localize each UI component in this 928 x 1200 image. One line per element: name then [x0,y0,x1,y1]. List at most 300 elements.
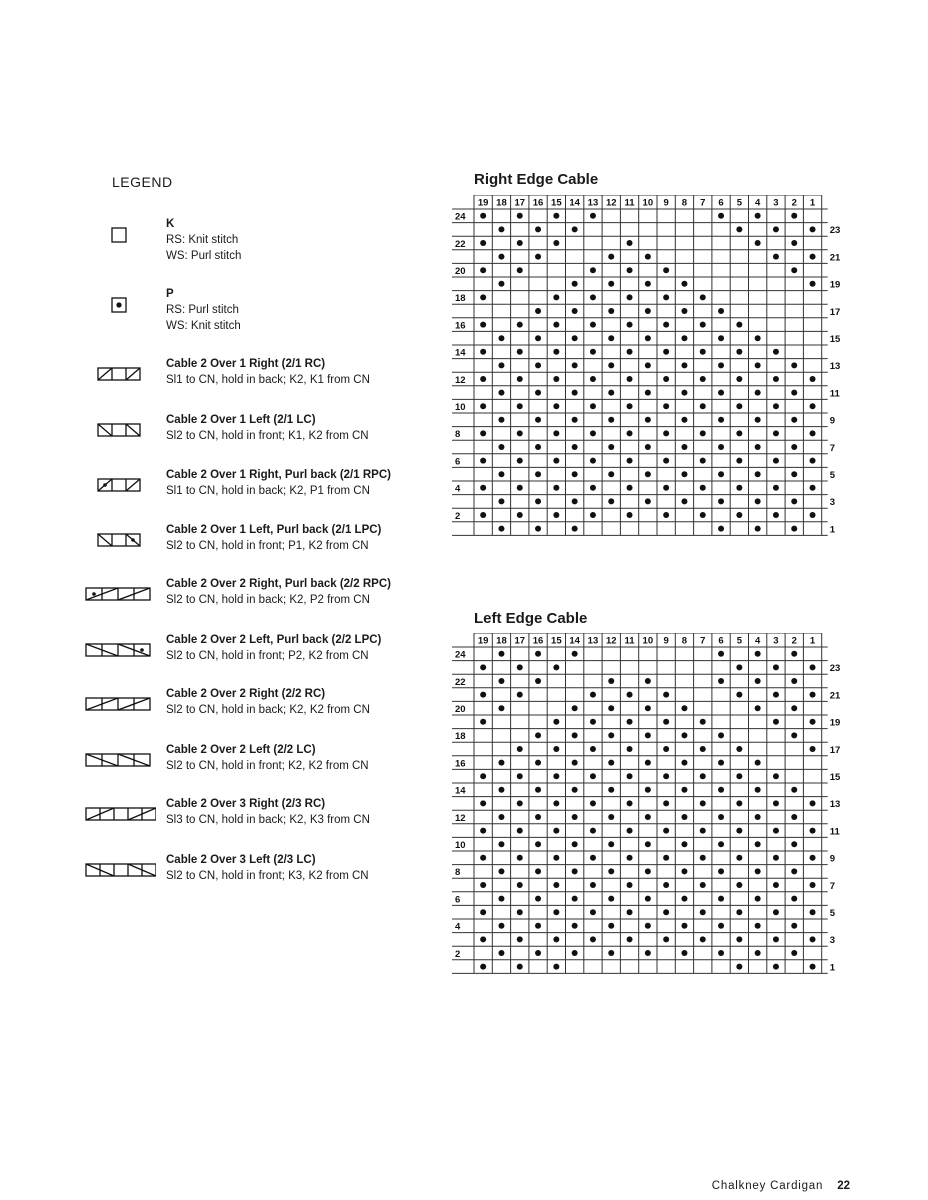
purl-stitch [681,923,687,929]
purl-stitch [736,800,742,806]
legend-item-name: Cable 2 Over 1 Left, Purl back (2/1 LPC) [166,524,382,536]
purl-stitch [791,814,797,820]
legend-item-name: P [166,288,174,300]
purl-stitch [608,254,614,260]
row-number-left: 8 [455,867,461,879]
purl-stitch [755,678,761,684]
row-number-left: 24 [455,211,466,223]
purl-stitch [663,485,669,491]
purl-stitch [810,909,816,915]
purl-stitch [535,678,541,684]
purl-stitch [700,322,706,328]
purl-stitch [718,896,724,902]
legend-item-description: Sl2 to CN, hold in front; P1, K2 from CN [166,540,369,552]
purl-stitch [608,281,614,287]
legend-item-name: Cable 2 Over 3 Right (2/3 RC) [166,798,326,810]
column-number: 13 [587,635,599,647]
row-number-left: 10 [455,840,466,851]
purl-stitch [535,841,541,847]
purl-stitch [810,376,816,382]
purl-stitch [681,896,687,902]
purl-stitch [773,719,779,725]
purl-stitch [627,322,633,328]
purl-stitch [645,417,651,423]
purl-stitch [773,254,779,260]
purl-stitch [498,390,504,396]
purl-stitch [535,498,541,504]
purl-stitch [736,964,742,970]
purl-stitch [608,308,614,314]
row-number-right: 11 [829,388,840,400]
purl-stitch [535,651,541,657]
purl-stitch [590,485,596,491]
column-number: 2 [791,635,797,647]
chart-title-right-edge: Right Edge Cable [474,171,599,188]
purl-stitch [663,800,669,806]
column-number: 6 [718,635,724,647]
purl-stitch [755,651,761,657]
purl-stitch [718,526,724,532]
column-number: 12 [605,197,617,209]
purl-stitch [517,240,523,246]
purl-stitch [480,664,486,670]
purl-stitch [590,855,596,861]
purl-stitch [572,950,578,956]
purl-stitch [736,485,742,491]
purl-stitch [773,458,779,464]
purl-stitch [681,868,687,874]
legend-title: LEGEND [112,174,173,190]
row-number-right: 1 [829,962,835,974]
purl-stitch [645,787,651,793]
purl-stitch [498,896,504,902]
purl-stitch [535,950,541,956]
purl-stitch [572,868,578,874]
purl-stitch [755,335,761,341]
row-number-right: 23 [829,225,841,237]
legend-item-description: Sl1 to CN, hold in back; K2, K1 from CN [166,374,370,386]
column-number: 13 [587,197,599,209]
purl-stitch [553,773,559,779]
purl-stitch [681,362,687,368]
purl-stitch [553,909,559,915]
purl-stitch [791,267,797,273]
purl-stitch [645,705,651,711]
purl-stitch [517,403,523,409]
purl-stitch [700,403,706,409]
purl-stitch [608,950,614,956]
purl-stitch [645,254,651,260]
purl-stitch [736,746,742,752]
purl-stitch [480,213,486,219]
column-number: 11 [624,197,635,209]
purl-stitch [517,376,523,382]
legend-item-description: Sl2 to CN, hold in front; K1, K2 from CN [166,430,369,442]
purl-stitch [718,678,724,684]
purl-stitch [681,471,687,477]
column-number: 11 [624,635,635,647]
purl-stitch [718,471,724,477]
purl-stitch [608,787,614,793]
row-number-right: 3 [829,935,835,947]
purl-stitch [572,498,578,504]
purl-stitch [663,882,669,888]
right-edge-cable-chart [452,195,852,555]
purl-stitch [498,498,504,504]
purl-stitch [590,719,596,725]
legend-item-name: Cable 2 Over 2 Left, Purl back (2/2 LPC) [166,634,382,646]
purl-stitch [572,226,578,232]
row-number-left: 12 [455,374,466,386]
purl-stitch [810,936,816,942]
purl-stitch [773,226,779,232]
purl-stitch [480,719,486,725]
column-number: 19 [477,635,489,647]
purl-stitch [553,719,559,725]
row-number-left: 4 [455,921,461,933]
purl-stitch [718,444,724,450]
purl-stitch [553,936,559,942]
purl-stitch [810,664,816,670]
purl-stitch [608,868,614,874]
purl-stitch [681,760,687,766]
purl-stitch [553,349,559,355]
purl-stitch [645,868,651,874]
purl-stitch [718,760,724,766]
row-number-right: 3 [829,497,835,509]
purl-stitch [480,773,486,779]
row-number-left: 2 [455,510,461,522]
purl-stitch [681,787,687,793]
purl-stitch [590,828,596,834]
purl-stitch [498,705,504,711]
purl-stitch [718,923,724,929]
purl-stitch [791,787,797,793]
purl-stitch [755,390,761,396]
purl-stitch [736,936,742,942]
purl-stitch [736,403,742,409]
purl-stitch [700,828,706,834]
purl-stitch [663,267,669,273]
purl-stitch [517,855,523,861]
purl-stitch [681,390,687,396]
row-number-left: 4 [455,483,461,495]
column-number: 14 [569,635,580,647]
row-number-right: 21 [829,690,841,702]
purl-stitch [608,732,614,738]
purl-stitch [572,417,578,423]
purl-stitch [480,692,486,698]
legend-item-name: Cable 2 Over 1 Right (2/1 RC) [166,358,326,370]
purl-stitch [810,458,816,464]
purl-stitch [773,512,779,518]
purl-stitch [791,240,797,246]
row-number-right: 17 [829,744,841,756]
purl-stitch [645,335,651,341]
purl-stitch [498,254,504,260]
purl-stitch [645,896,651,902]
column-number: 5 [736,197,742,209]
purl-stitch [755,362,761,368]
column-number: 9 [663,635,669,647]
purl-stitch [608,335,614,341]
purl-stitch [535,760,541,766]
purl-stitch [700,719,706,725]
purl-stitch [810,226,816,232]
column-number: 8 [681,635,688,647]
column-number: 18 [496,635,507,647]
purl-stitch [590,458,596,464]
purl-stitch [498,526,504,532]
purl-stitch [480,855,486,861]
purl-stitch [736,909,742,915]
purl-stitch [608,390,614,396]
purl-stitch [681,308,687,314]
purl-stitch [773,909,779,915]
purl-stitch [627,240,633,246]
purl-stitch [535,814,541,820]
legend-item-name: Cable 2 Over 3 Left (2/3 LC) [166,854,316,866]
purl-stitch [791,213,797,219]
purl-stitch [681,705,687,711]
purl-stitch [791,362,797,368]
legend-symbol-icon [84,852,156,892]
purl-stitch [553,376,559,382]
column-number: 1 [809,197,816,209]
purl-stitch [718,868,724,874]
purl-stitch [590,294,596,300]
purl-stitch [718,732,724,738]
purl-stitch [791,841,797,847]
row-number-left: 18 [455,293,466,305]
row-number-right: 7 [829,442,835,454]
purl-stitch [480,240,486,246]
purl-stitch [627,403,633,409]
purl-stitch [608,444,614,450]
purl-stitch [480,403,486,409]
purl-stitch [517,664,523,670]
purl-stitch [572,526,578,532]
purl-stitch [498,444,504,450]
purl-stitch [773,855,779,861]
purl-stitch [535,526,541,532]
purl-stitch [718,787,724,793]
purl-stitch [590,909,596,915]
purl-stitch [681,732,687,738]
purl-stitch [700,349,706,355]
legend-symbol-icon [84,286,156,326]
purl-stitch [791,868,797,874]
purl-stitch [718,417,724,423]
purl-stitch [700,855,706,861]
purl-stitch [718,390,724,396]
purl-stitch [553,882,559,888]
purl-stitch [627,909,633,915]
purl-stitch [608,362,614,368]
purl-stitch [535,254,541,260]
page-footer [712,1180,850,1192]
purl-stitch [773,403,779,409]
purl-stitch [645,814,651,820]
column-number: 1 [809,635,816,647]
purl-stitch [791,896,797,902]
row-number-left: 8 [455,429,461,441]
row-number-right: 5 [829,908,835,919]
purl-stitch [572,923,578,929]
legend-item-description: Sl2 to CN, hold in back; K2, P2 from CN [166,594,370,606]
legend-item-description: Sl2 to CN, hold in front; P2, K2 from CN [166,650,369,662]
purl-stitch [736,828,742,834]
column-number: 15 [551,197,562,209]
row-number-left: 24 [455,649,466,661]
purl-stitch [718,308,724,314]
purl-stitch [810,828,816,834]
purl-stitch [645,498,651,504]
row-number-right: 11 [829,826,840,838]
purl-stitch [480,828,486,834]
purl-stitch [663,403,669,409]
purl-stitch [645,950,651,956]
purl-stitch [663,458,669,464]
purl-stitch [663,430,669,436]
purl-stitch [663,773,669,779]
purl-stitch [627,800,633,806]
row-number-right: 17 [829,306,841,318]
purl-stitch [736,692,742,698]
purl-stitch [736,226,742,232]
column-number: 15 [551,635,562,647]
legend-symbol-icon [84,216,156,256]
purl-stitch [700,746,706,752]
purl-stitch [590,746,596,752]
purl-stitch [480,936,486,942]
purl-stitch [535,390,541,396]
column-number: 3 [773,635,779,647]
row-number-left: 14 [455,347,466,359]
purl-stitch [627,855,633,861]
purl-stitch [700,512,706,518]
purl-stitch [773,349,779,355]
purl-stitch [755,444,761,450]
purl-stitch [517,692,523,698]
row-number-left: 22 [455,676,466,688]
purl-stitch [590,267,596,273]
purl-stitch [718,950,724,956]
purl-stitch [590,322,596,328]
purl-stitch [645,444,651,450]
purl-stitch [498,678,504,684]
purl-stitch [755,841,761,847]
purl-stitch [718,213,724,219]
row-number-left: 20 [455,704,466,715]
purl-stitch [755,896,761,902]
purl-stitch [736,430,742,436]
purl-stitch [535,417,541,423]
column-number: 18 [496,197,507,209]
purl-stitch [736,349,742,355]
purl-stitch [700,458,706,464]
purl-stitch [480,882,486,888]
row-number-left: 6 [455,456,461,468]
purl-stitch [755,213,761,219]
purl-stitch [773,936,779,942]
purl-stitch [517,485,523,491]
purl-stitch [572,281,578,287]
purl-stitch [498,787,504,793]
purl-stitch [498,868,504,874]
purl-stitch [517,213,523,219]
column-number: 17 [514,635,526,647]
legend-item-description: WS: Purl stitch [166,250,242,262]
purl-stitch [498,471,504,477]
purl-stitch [791,471,797,477]
legend-symbol-icon [84,576,156,616]
purl-stitch [535,308,541,314]
row-number-right: 13 [829,361,841,373]
chart-title-left-edge: Left Edge Cable [474,610,588,627]
row-number-left: 16 [455,320,466,332]
purl-stitch [498,651,504,657]
purl-stitch [572,841,578,847]
legend-item-name: Cable 2 Over 2 Right, Purl back (2/2 RPC) [166,578,391,590]
purl-stitch [718,841,724,847]
purl-stitch [572,760,578,766]
purl-stitch [791,444,797,450]
purl-stitch [627,773,633,779]
purl-stitch [553,213,559,219]
purl-stitch [627,692,633,698]
row-number-right: 7 [829,880,835,892]
purl-stitch [736,855,742,861]
purl-stitch [627,936,633,942]
row-number-left: 18 [455,731,466,743]
purl-stitch [553,828,559,834]
legend-item-name: Cable 2 Over 2 Left (2/2 LC) [166,744,316,756]
purl-stitch [608,678,614,684]
purl-stitch [700,800,706,806]
purl-stitch [480,512,486,518]
purl-stitch [572,814,578,820]
purl-stitch [645,732,651,738]
purl-stitch [517,882,523,888]
purl-stitch [700,485,706,491]
purl-stitch [645,281,651,287]
purl-stitch [773,773,779,779]
purl-stitch [810,855,816,861]
purl-stitch [645,390,651,396]
purl-stitch [590,376,596,382]
purl-stitch [810,692,816,698]
purl-stitch [627,485,633,491]
purl-stitch [810,800,816,806]
legend-symbol-icon [84,686,156,726]
purl-stitch [535,226,541,232]
purl-stitch [517,512,523,518]
purl-stitch [517,828,523,834]
purl-stitch [572,896,578,902]
purl-stitch [810,254,816,260]
purl-stitch [736,322,742,328]
purl-stitch [627,349,633,355]
purl-stitch [627,719,633,725]
column-number: 7 [700,197,706,209]
purl-stitch [755,417,761,423]
purl-stitch [553,458,559,464]
column-number: 16 [532,197,544,209]
purl-stitch [572,390,578,396]
purl-stitch [498,760,504,766]
purl-stitch [535,896,541,902]
